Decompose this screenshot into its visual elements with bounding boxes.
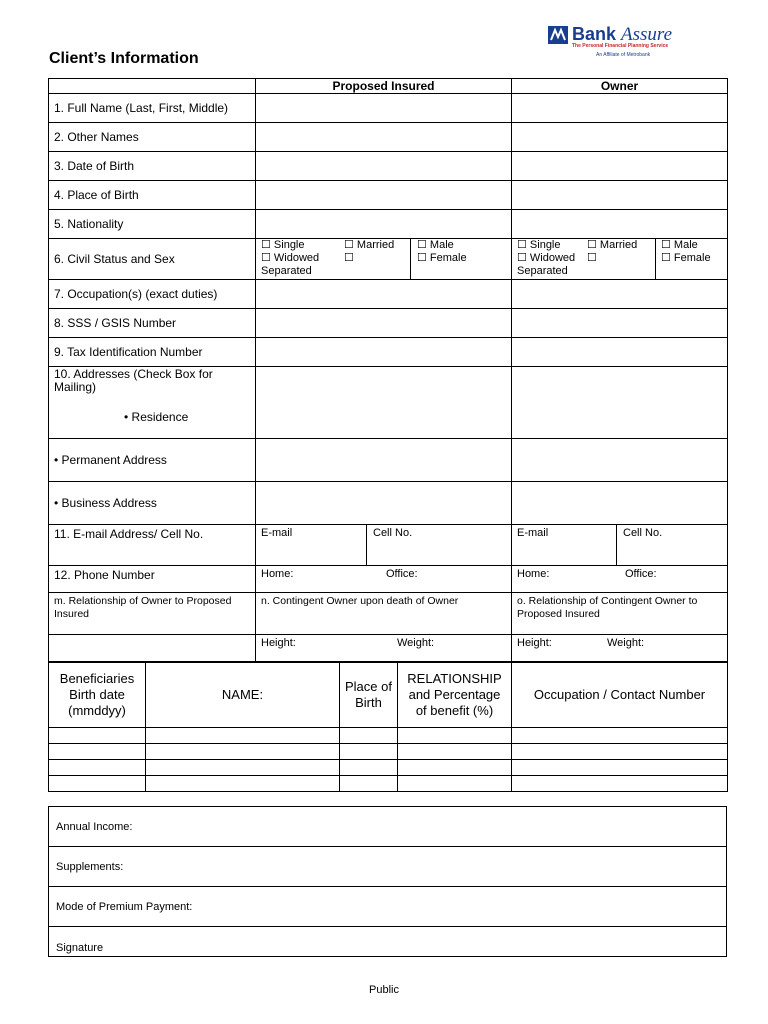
header-owner: Owner [512, 79, 728, 94]
insured-occupation-field[interactable] [256, 280, 512, 309]
insured-tin-field[interactable] [256, 338, 512, 367]
header-relationship: RELATIONSHIP and Percentage of benefit (%) [398, 662, 512, 728]
label-email-cell: 11. E-mail Address/ Cell No. [49, 525, 256, 566]
beneficiary-cell[interactable] [512, 776, 728, 792]
header-birth-date: Beneficiaries Birth date (mmddyy) [49, 662, 146, 728]
insured-weight-label: Weight: [397, 637, 435, 649]
label-tin: 9. Tax Identification Number [49, 338, 256, 367]
table-row [49, 760, 728, 776]
beneficiary-cell[interactable] [146, 776, 340, 792]
owner-office-label: Office: [625, 568, 657, 580]
beneficiary-cell[interactable] [49, 728, 146, 744]
owner-height-label: Height: [517, 637, 552, 649]
beneficiary-cell[interactable] [340, 728, 398, 744]
owner-dob-field[interactable] [512, 152, 728, 181]
addresses-cell [49, 367, 256, 439]
insured-dob-field[interactable] [256, 152, 512, 181]
insured-home-label: Home: [261, 568, 294, 580]
beneficiary-cell[interactable] [49, 744, 146, 760]
label-addresses: 10. Addresses (Check Box for Mailing) [54, 367, 213, 394]
label-occupation: 7. Occupation(s) (exact duties) [49, 280, 256, 309]
owner-permanent-field[interactable] [512, 439, 728, 482]
beneficiary-cell[interactable] [398, 760, 512, 776]
insured-other-names-field[interactable] [256, 123, 512, 152]
owner-other-names-field[interactable] [512, 123, 728, 152]
beneficiary-cell[interactable] [398, 744, 512, 760]
logo-affiliate: An Affiliate of Metrobank [596, 52, 651, 58]
owner-single-checkbox[interactable]: ☐ Single [517, 239, 561, 251]
bankassure-logo [548, 24, 708, 62]
insured-permanent-field[interactable] [256, 439, 512, 482]
header-proposed-insured: Proposed Insured [256, 79, 512, 94]
label-relationship-owner: m. Relationship of Owner to Proposed Insured [49, 593, 256, 635]
owner-full-name-field[interactable] [512, 94, 728, 123]
owner-widowed-checkbox[interactable]: ☐ Widowed [517, 252, 576, 264]
insured-sss-field[interactable] [256, 309, 512, 338]
table-header-row [49, 79, 728, 94]
header-place-of-birth: Place of Birth [340, 662, 398, 728]
insured-residence-field[interactable] [256, 367, 512, 439]
owner-email-label[interactable]: E-mail [517, 527, 549, 539]
beneficiaries-header-row [49, 662, 728, 728]
footer-classification: Public [369, 984, 399, 996]
owner-phone-cell[interactable] [512, 566, 728, 593]
label-other-names: 2. Other Names [49, 123, 256, 152]
owner-weight-label: Weight: [607, 637, 645, 649]
owner-occupation-field[interactable] [512, 280, 728, 309]
beneficiary-cell[interactable] [512, 744, 728, 760]
label-civil-status: 6. Civil Status and Sex [49, 239, 256, 280]
blank-cell [49, 635, 256, 663]
insured-email-label[interactable]: E-mail [261, 527, 293, 539]
header-name: NAME: [146, 662, 340, 728]
label-place-of-birth: 4. Place of Birth [49, 181, 256, 210]
beneficiary-cell[interactable] [49, 776, 146, 792]
beneficiary-cell[interactable] [512, 728, 728, 744]
owner-female-checkbox[interactable]: ☐ Female [661, 252, 711, 264]
annual-income-field[interactable]: Annual Income: [49, 807, 727, 847]
insured-height-label: Height: [261, 637, 296, 649]
insured-business-field[interactable] [256, 482, 512, 525]
owner-separated-label: Separated [517, 265, 568, 277]
beneficiary-cell[interactable] [146, 744, 340, 760]
beneficiary-cell[interactable] [146, 728, 340, 744]
insured-separated-label: Separated [261, 265, 312, 277]
label-nationality: 5. Nationality [49, 210, 256, 239]
signature-field[interactable]: Signature [49, 927, 727, 957]
insured-full-name-field[interactable] [256, 94, 512, 123]
label-sss-gsis: 8. SSS / GSIS Number [49, 309, 256, 338]
logo-mark-icon [548, 26, 568, 44]
beneficiary-cell[interactable] [398, 728, 512, 744]
owner-pob-field[interactable] [512, 181, 728, 210]
blank-header [49, 79, 256, 94]
insured-nationality-field[interactable] [256, 210, 512, 239]
label-relationship-contingent[interactable]: o. Relationship of Contingent Owner to Proposed Insured [512, 593, 728, 635]
table-row [49, 744, 728, 760]
beneficiary-cell[interactable] [340, 760, 398, 776]
insured-widowed-checkbox[interactable]: ☐ Widowed [261, 252, 320, 264]
insured-cell-label[interactable]: Cell No. [373, 527, 413, 539]
insured-male-checkbox[interactable]: ☐ Male [417, 239, 454, 251]
owner-nationality-field[interactable] [512, 210, 728, 239]
beneficiary-cell[interactable] [340, 776, 398, 792]
header-occupation-contact: Occupation / Contact Number [512, 662, 728, 728]
owner-height-weight-cell[interactable] [512, 635, 728, 663]
owner-male-checkbox[interactable]: ☐ Male [661, 239, 698, 251]
insured-email-cell [256, 525, 512, 566]
insured-female-checkbox[interactable]: ☐ Female [417, 252, 467, 264]
label-business-address: • Business Address [49, 482, 256, 525]
owner-home-label: Home: [517, 568, 550, 580]
insured-separated-checkbox[interactable]: ☐ [344, 252, 354, 264]
label-permanent-address: • Permanent Address [49, 439, 256, 482]
owner-tin-field[interactable] [512, 338, 728, 367]
client-info-table [48, 78, 728, 663]
beneficiary-cell[interactable] [512, 760, 728, 776]
logo-tagline: The Personal Financial Planning Service [572, 43, 669, 49]
owner-email-cell [512, 525, 728, 566]
insured-civil-status-cell [256, 239, 512, 280]
owner-married-checkbox[interactable]: ☐ Married [587, 239, 638, 251]
insured-phone-cell[interactable] [256, 566, 512, 593]
insured-office-label: Office: [386, 568, 418, 580]
insured-height-weight-cell[interactable] [256, 635, 512, 663]
owner-separated-checkbox[interactable]: ☐ [587, 252, 597, 264]
insured-pob-field[interactable] [256, 181, 512, 210]
owner-business-field[interactable] [512, 482, 728, 525]
premium-payment-field[interactable]: Mode of Premium Payment: [49, 887, 727, 927]
label-date-of-birth: 3. Date of Birth [49, 152, 256, 181]
owner-civil-status-cell [512, 239, 728, 280]
label-contingent-owner[interactable]: n. Contingent Owner upon death of Owner [256, 593, 512, 635]
page-title: Client’s Information [49, 50, 199, 67]
label-phone: 12. Phone Number [49, 566, 256, 593]
label-residence: • Residence [124, 410, 189, 424]
owner-cell-label[interactable]: Cell No. [623, 527, 663, 539]
owner-sss-field[interactable] [512, 309, 728, 338]
beneficiary-cell[interactable] [146, 760, 340, 776]
table-row [49, 728, 728, 744]
insured-married-checkbox[interactable]: ☐ Married [344, 239, 395, 251]
beneficiary-cell[interactable] [398, 776, 512, 792]
logo-brand: Bank Assure [572, 24, 673, 45]
owner-residence-field[interactable] [512, 367, 728, 439]
table-row [49, 776, 728, 792]
insured-single-checkbox[interactable]: ☐ Single [261, 239, 305, 251]
supplements-field[interactable]: Supplements: [49, 847, 727, 887]
beneficiaries-table [48, 661, 728, 792]
label-full-name: 1. Full Name (Last, First, Middle) [49, 94, 256, 123]
beneficiary-cell[interactable] [340, 744, 398, 760]
payment-info-table [48, 806, 727, 957]
beneficiary-cell[interactable] [49, 760, 146, 776]
